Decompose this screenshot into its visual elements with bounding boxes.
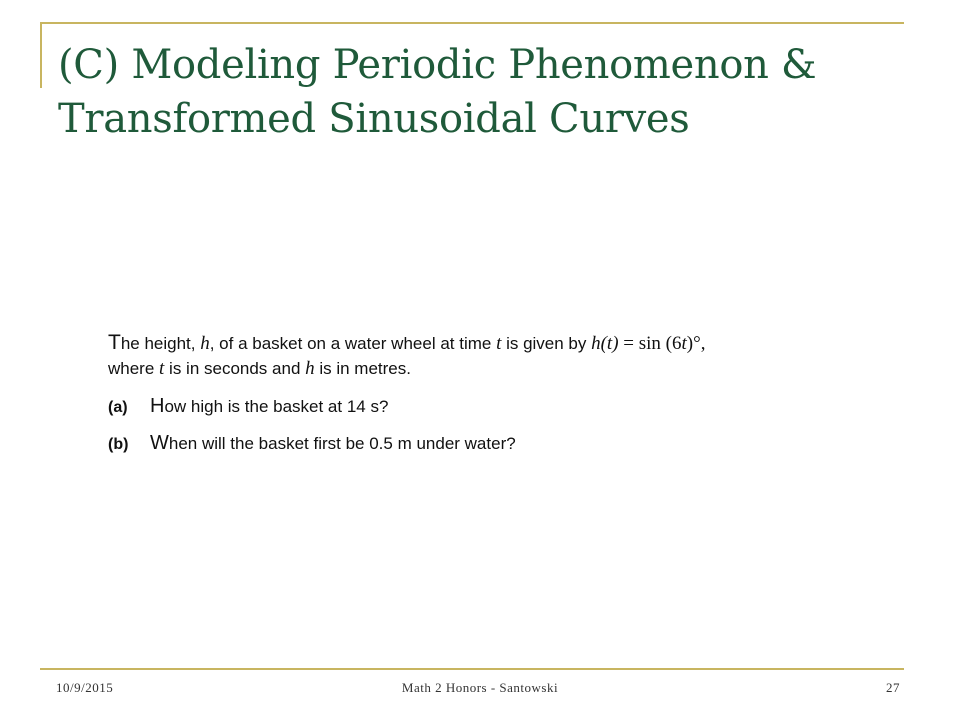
- slide-title: (C) Modeling Periodic Phenomenon & Transformed Sinusoidal Curves: [58, 42, 817, 142]
- footer-course: Math 2 Honors - Santowski: [401, 680, 559, 695]
- intro-text-1: he height,: [120, 334, 201, 353]
- frame-left-line: [40, 22, 42, 88]
- intro-text-3: is given by: [501, 334, 592, 353]
- line2-variable-t: t: [159, 358, 165, 379]
- part-body: hen will the basket first be 0.5 m under water?: [168, 434, 516, 453]
- problem-part-b: [108, 432, 868, 455]
- intro-text-2: , of a basket on a water wheel at time: [209, 334, 497, 353]
- part-label: (b): [108, 436, 129, 453]
- part-lead-letter: H: [150, 395, 165, 417]
- formula-end: )°,: [686, 333, 706, 354]
- footer-page-number: 27: [886, 680, 900, 695]
- part-label: (a): [108, 399, 128, 416]
- formula-eq: = sin (6: [618, 333, 682, 354]
- line2-variable-h: h: [305, 358, 315, 379]
- problem-parts: [108, 395, 868, 455]
- formula-t: t: [681, 333, 687, 354]
- part-text: [150, 432, 516, 455]
- variable-h: h: [200, 333, 210, 354]
- formula-lhs: h(t): [591, 333, 619, 354]
- footer-date: 10/9/2015: [56, 680, 114, 695]
- problem-part-a: [108, 395, 868, 418]
- line2-text-b: is in seconds and: [164, 359, 306, 378]
- part-body: ow high is the basket at 14 s?: [164, 397, 389, 416]
- problem-statement: [108, 330, 868, 469]
- frame-top-line: [40, 22, 904, 24]
- line2-text-a: where: [108, 359, 160, 378]
- intro-lead-letter: T: [108, 331, 121, 354]
- part-text: [150, 395, 388, 418]
- line2-text-c: is in metres.: [314, 359, 411, 378]
- part-lead-letter: W: [150, 432, 169, 454]
- problem-intro: [108, 330, 868, 381]
- variable-t: t: [496, 333, 502, 354]
- frame-bottom-line: [40, 668, 904, 670]
